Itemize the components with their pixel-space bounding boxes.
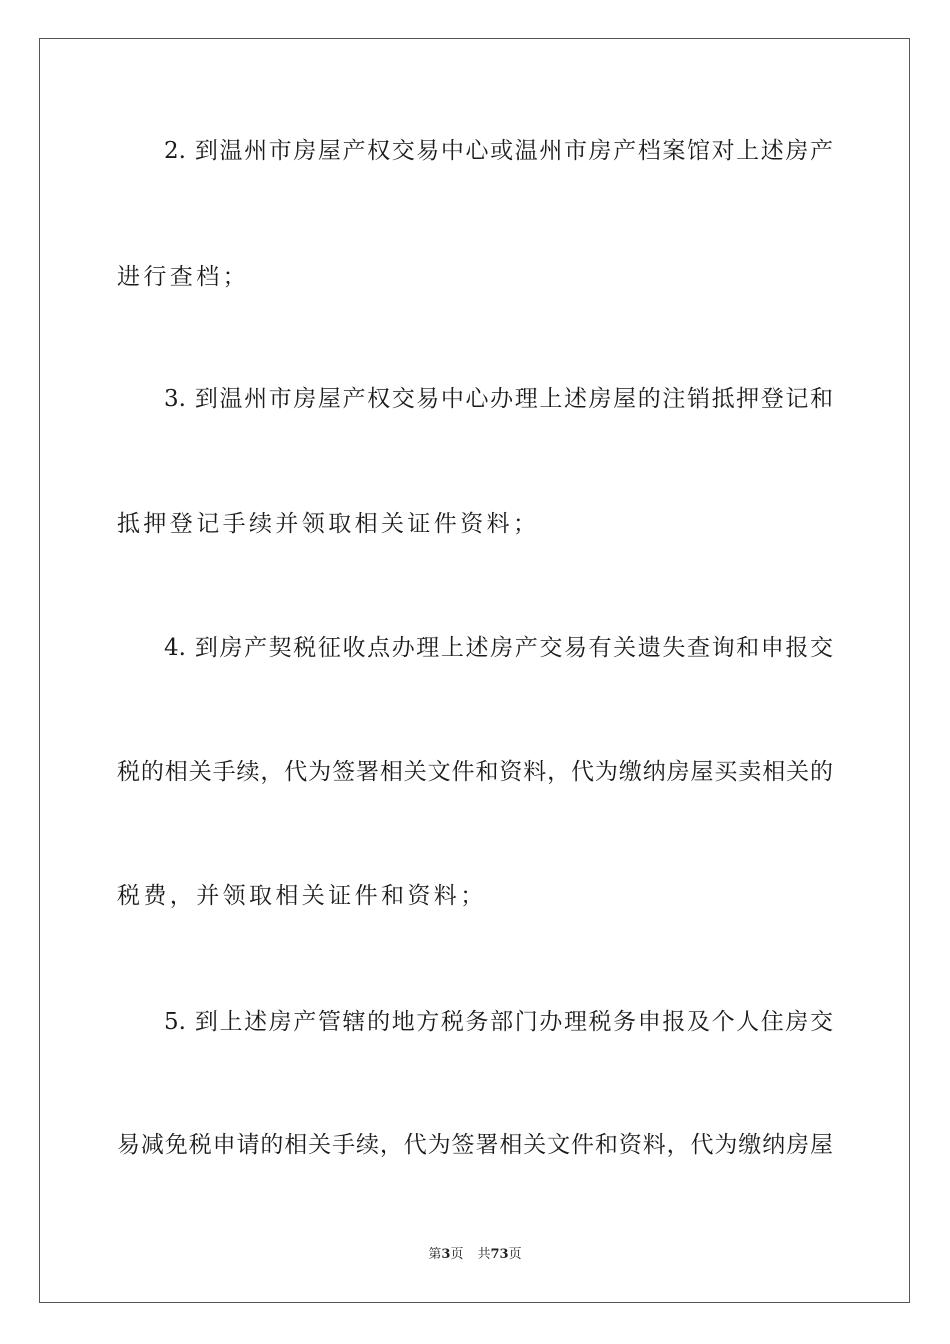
total-pages: 73 [490,1247,509,1262]
paragraph-2-line-1: 2. 到温州市房屋产权交易中心或温州市房产档案馆对上述房产 [164,138,833,164]
paragraph-4-line-3: 税费，并领取相关证件和资料； [117,883,487,909]
paragraph-4-line-1: 4. 到房产契税征收点办理上述房产交易有关遗失查询和申报交 [164,635,833,661]
paragraph-4-line-2: 税的相关手续，代为签署相关文件和资料，代为缴纳房屋买卖相关的 [117,759,833,785]
total-suffix: 页 [508,1247,522,1262]
total-prefix: 共 [477,1247,491,1262]
page-prefix: 第 [428,1247,442,1262]
paragraph-5-line-2: 易减免税申请的相关手续，代为签署相关文件和资料，代为缴纳房屋 [117,1132,833,1158]
page-suffix: 页 [450,1247,464,1262]
page-border [39,38,910,1303]
page-footer [0,1247,950,1263]
paragraph-3-line-1: 3. 到温州市房屋产权交易中心办理上述房屋的注销抵押登记和 [164,386,833,412]
paragraph-3-line-2: 抵押登记手续并领取相关证件资料； [117,511,540,537]
page-number: 3 [441,1247,451,1262]
paragraph-5-line-1: 5. 到上述房产管辖的地方税务部门办理税务申报及个人住房交 [164,1009,833,1035]
paragraph-2-line-2: 进行查档； [117,264,249,290]
